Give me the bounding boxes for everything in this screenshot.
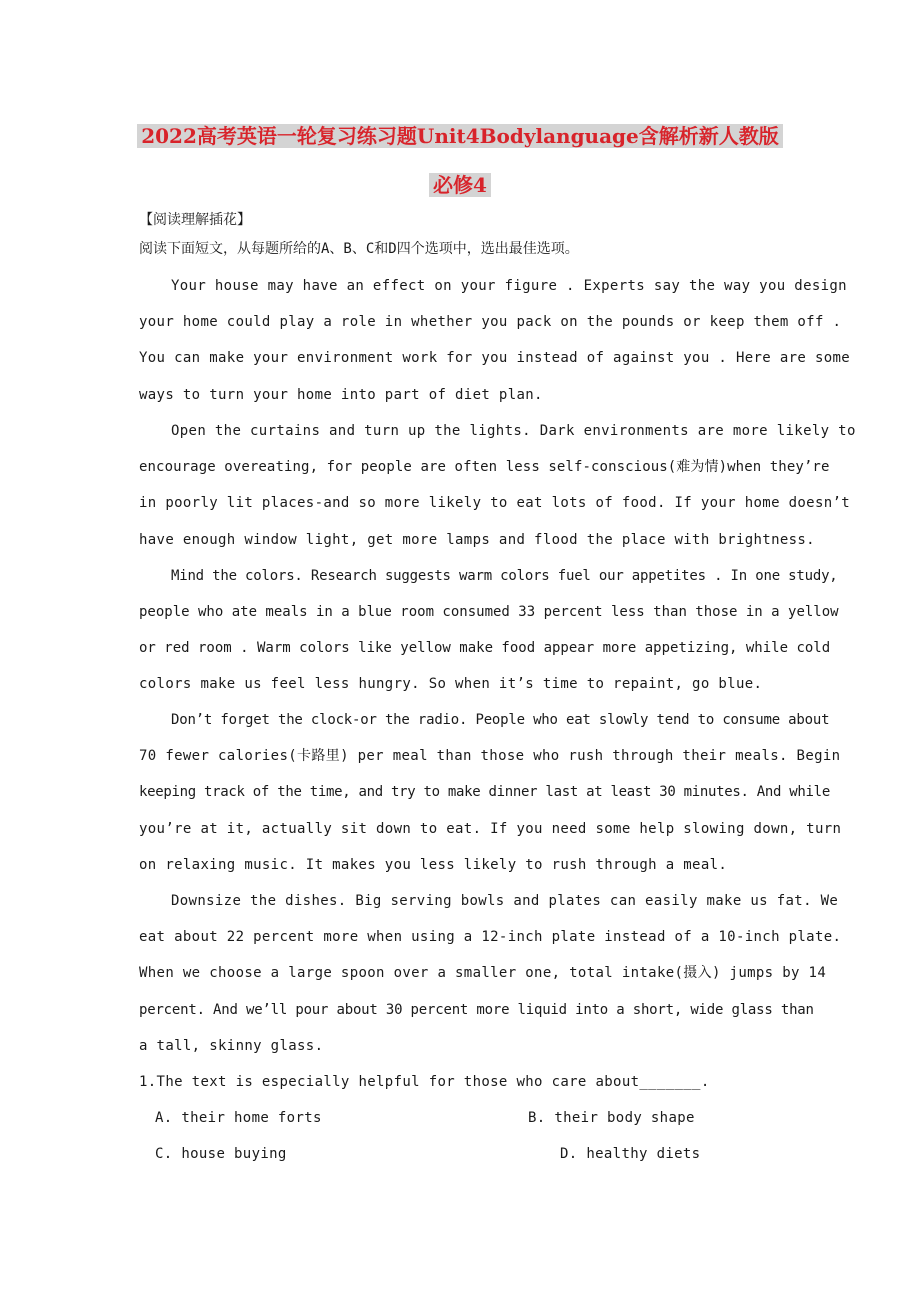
section-heading: 【阅读理解插花】 (139, 212, 251, 228)
option-b: B. their body shape (528, 1110, 695, 1126)
passage-line: in poorly lit places-and so more likely to eat lots of food. If your home doesn’t (139, 495, 851, 511)
passage-line: people who ate meals in a blue room consumed 33 percent less than those in a yellow (139, 604, 839, 620)
option-c: C. house buying (155, 1146, 287, 1162)
option-d: D. healthy diets (560, 1146, 701, 1162)
passage-line: encourage overeating, for people are often less self-conscious(难为情)when they’re (139, 459, 830, 475)
passage-line: 70 fewer calories(卡路里) per meal than those who rush through their meals. Begin (139, 748, 841, 764)
passage-line: When we choose a large spoon over a smaller one, total intake(摄入) jumps by 14 (139, 965, 827, 981)
document-title-line-2: 必修4 (0, 170, 920, 200)
passage-line: or red room . Warm colors like yellow make food appear more appetizing, while cold (139, 640, 831, 656)
instruction-text: 阅读下面短文，从每题所给的A、B、C和D四个选项中，选出最佳选项。 (139, 241, 579, 257)
passage-line: Mind the colors. Research suggests warm colors fuel our appetites . In one study, (171, 568, 838, 584)
passage-line: percent. And we’ll pour about 30 percent more liquid into a short, wide glass than (139, 1002, 814, 1018)
passage-line: Your house may have an effect on your figure . Experts say the way you design (171, 278, 847, 294)
option-a: A. their home forts (155, 1110, 322, 1126)
passage-line: have enough window light, get more lamps and flood the place with brightness. (139, 532, 815, 548)
passage-line: keeping track of the time, and try to make dinner last at least 30 minutes. And while (139, 784, 830, 800)
passage-line: a tall, skinny glass. (139, 1038, 324, 1054)
passage-line: ways to turn your home into part of diet plan. (139, 387, 543, 403)
passage-line: Don’t forget the clock-or the radio. People who eat slowly tend to consume about (171, 712, 830, 728)
passage-line: colors make us feel less hungry. So when it’s time to repaint, go blue. (139, 676, 763, 692)
passage-line: Downsize the dishes. Big serving bowls and plates can easily make us fat. We (171, 893, 839, 909)
passage-line: eat about 22 percent more when using a 12-inch plate instead of a 10-inch plate. (139, 929, 842, 945)
passage-line: You can make your environment work for you instead of against you . Here are some (139, 350, 851, 366)
document-title-line-1: 2022高考英语一轮复习练习题Unit4Bodylanguage含解析新人教版 (0, 121, 920, 151)
question-stem: 1.The text is especially helpful for those who care about_______. (139, 1074, 710, 1090)
passage-line: Open the curtains and turn up the lights. Dark environments are more likely to (171, 423, 856, 439)
passage-line: on relaxing music. It makes you less likely to rush through a meal. (139, 857, 728, 873)
passage-line: you’re at it, actually sit down to eat. If you need some help slowing down, turn (139, 821, 842, 837)
passage-line: your home could play a role in whether you pack on the pounds or keep them off . (139, 314, 842, 330)
